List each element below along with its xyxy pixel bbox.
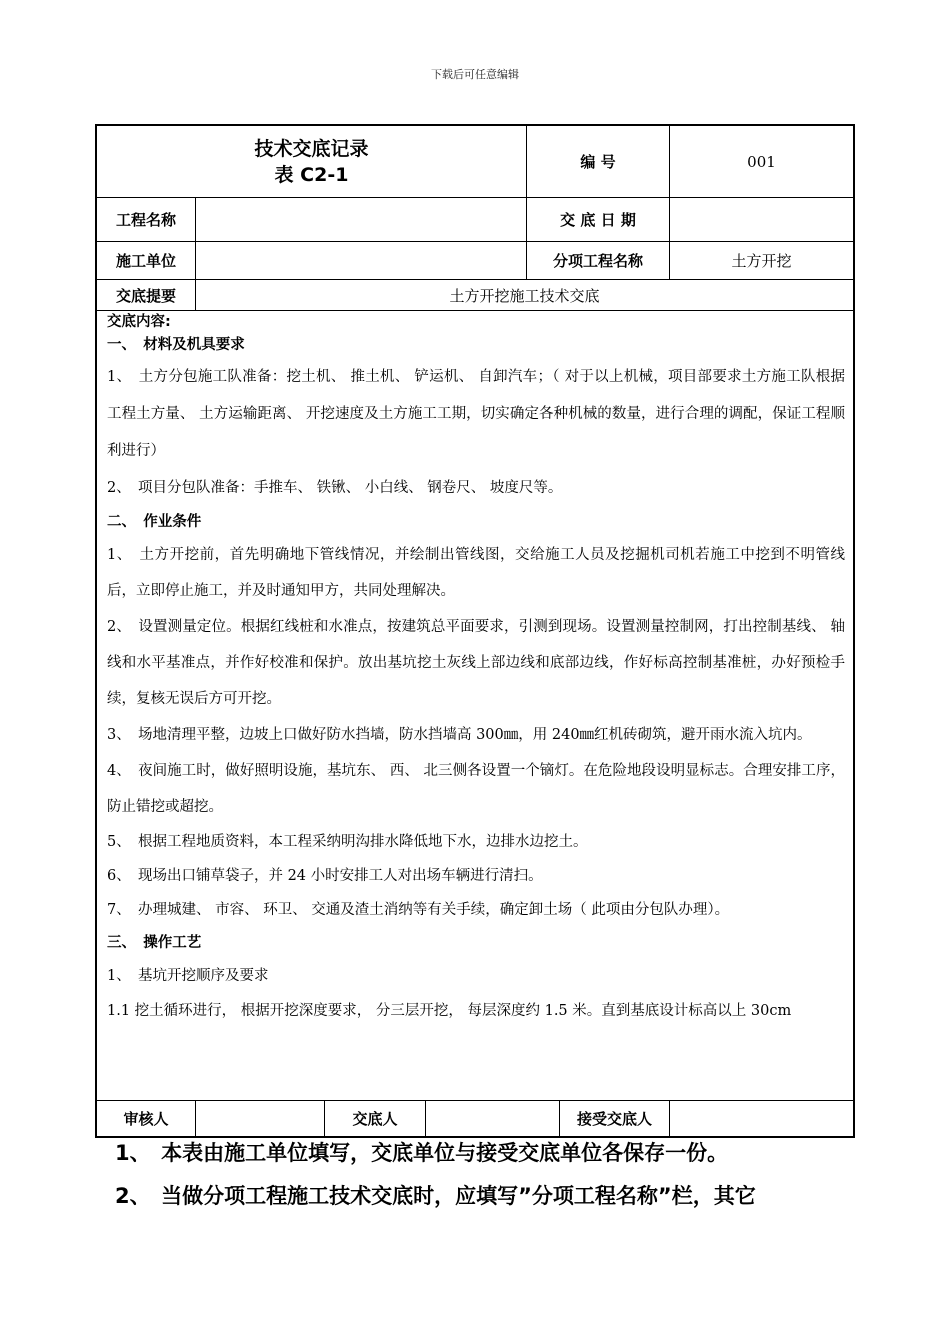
section-3-title: 三、 操作工艺 xyxy=(107,935,202,951)
section-2-item-5: 5、 根据工程地质资料，本工程采纳明沟排水降低地下水，边排水边挖土。 xyxy=(107,834,588,850)
number-label: 编 号 xyxy=(527,126,670,197)
form-title-code: 表 C2-1 xyxy=(274,163,349,186)
discloser-field[interactable] xyxy=(426,1101,560,1136)
section-3-item-1: 1、 基坑开挖顺序及要求 xyxy=(107,968,269,984)
section-1-item-2: 2、 项目分包队准备：手推车、 铁锹、 小白线、 钢卷尺、 坡度尺等。 xyxy=(107,480,563,496)
section-2-item-4: 4、 夜间施工时，做好照明设施，基坑东、 西、 北三侧各设置一个镝灯。在危险地段设明显标志。合理安排工序，防止错挖或超挖。 xyxy=(107,763,845,815)
receiver-field[interactable] xyxy=(670,1101,853,1136)
note-1: 1、 本表由施工单位填写，交底单位与接受交底单位各保存一份。 xyxy=(115,1141,729,1165)
summary-value[interactable]: 土方开挖施工技术交底 xyxy=(449,286,600,305)
summary-label: 交底提要 xyxy=(97,280,196,310)
reviewer-label: 审核人 xyxy=(97,1101,196,1136)
section-1-item-1: 1、 土方分包施工队准备：挖土机、 推土机、 铲运机、 自卸汽车；（ 对于以上机械，项目部要求土方施工队根据工程土方量、 土方运输距离、 开挖速度及土方施工工期，切实确定各种机械的数量，进行合理的调配，保证工程顺利进行） xyxy=(107,369,845,459)
project-name-row xyxy=(97,198,853,242)
form-notes xyxy=(115,1132,855,1218)
form-title xyxy=(97,126,527,197)
construction-unit-label: 施工单位 xyxy=(97,242,196,279)
disclosure-content xyxy=(97,311,853,1101)
section-3-item-1-1: 1.1 挖土循环进行， 根据开挖深度要求， 分三层开挖， 每层深度约 1.5 米。直到基底设计标高以上 30cm xyxy=(107,1003,792,1019)
section-2-title: 二、 作业条件 xyxy=(107,514,202,530)
signature-row xyxy=(97,1101,853,1136)
project-name-label: 工程名称 xyxy=(97,198,196,241)
section-2-item-3: 3、 场地清理平整，边坡上口做好防水挡墙，防水挡墙高 300㎜，用 240㎜红机砖砌筑，避开雨水流入坑内。 xyxy=(107,727,812,743)
form-title-main: 技术交底记录 xyxy=(254,137,369,160)
form-title-row xyxy=(97,126,853,198)
technical-disclosure-form xyxy=(95,124,855,1138)
section-2-item-7: 7、 办理城建、 市容、 环卫、 交通及渣土消纳等有关手续，确定卸土场（ 此项由分包队办理）。 xyxy=(107,902,730,918)
receiver-label: 接受交底人 xyxy=(560,1101,670,1136)
construction-unit-row xyxy=(97,242,853,280)
section-2-item-1: 1、 土方开挖前，首先明确地下管线情况，并绘制出管线图，交给施工人员及挖掘机司机若施工中挖到不明管线后，立即停止施工，并及时通知甲方，共同处理解决。 xyxy=(107,547,845,599)
date-label: 交 底 日 期 xyxy=(527,198,670,241)
page-header-note: 下载后可任意编辑 xyxy=(431,68,519,81)
subproject-name-label: 分项工程名称 xyxy=(527,242,670,279)
section-2-item-6: 6、 现场出口铺草袋子，并 24 小时安排工人对出场车辆进行清扫。 xyxy=(107,868,543,884)
discloser-label: 交底人 xyxy=(325,1101,426,1136)
number-value[interactable]: 001 xyxy=(747,152,776,171)
section-1-title: 一、 材料及机具要求 xyxy=(107,337,245,353)
reviewer-field[interactable] xyxy=(196,1101,325,1136)
project-name-field[interactable] xyxy=(196,198,527,241)
date-field[interactable] xyxy=(670,198,853,241)
content-label: 交底内容: xyxy=(107,314,171,330)
summary-row xyxy=(97,280,853,311)
subproject-name-value[interactable]: 土方开挖 xyxy=(731,252,792,270)
note-2: 2、 当做分项工程施工技术交底时，应填写”分项工程名称”栏，其它 xyxy=(115,1184,756,1208)
construction-unit-field[interactable] xyxy=(196,242,527,279)
section-2-item-2: 2、 设置测量定位。根据红线桩和水准点，按建筑总平面要求，引测到现场。设置测量控制网，打出控制基线、 轴线和水平基准点，并作好校准和保护。放出基坑挖土灰线上部边线和底部边线，作好标高控制基准桩，办好预检手续，复核无误后方可开挖。 xyxy=(107,619,845,707)
